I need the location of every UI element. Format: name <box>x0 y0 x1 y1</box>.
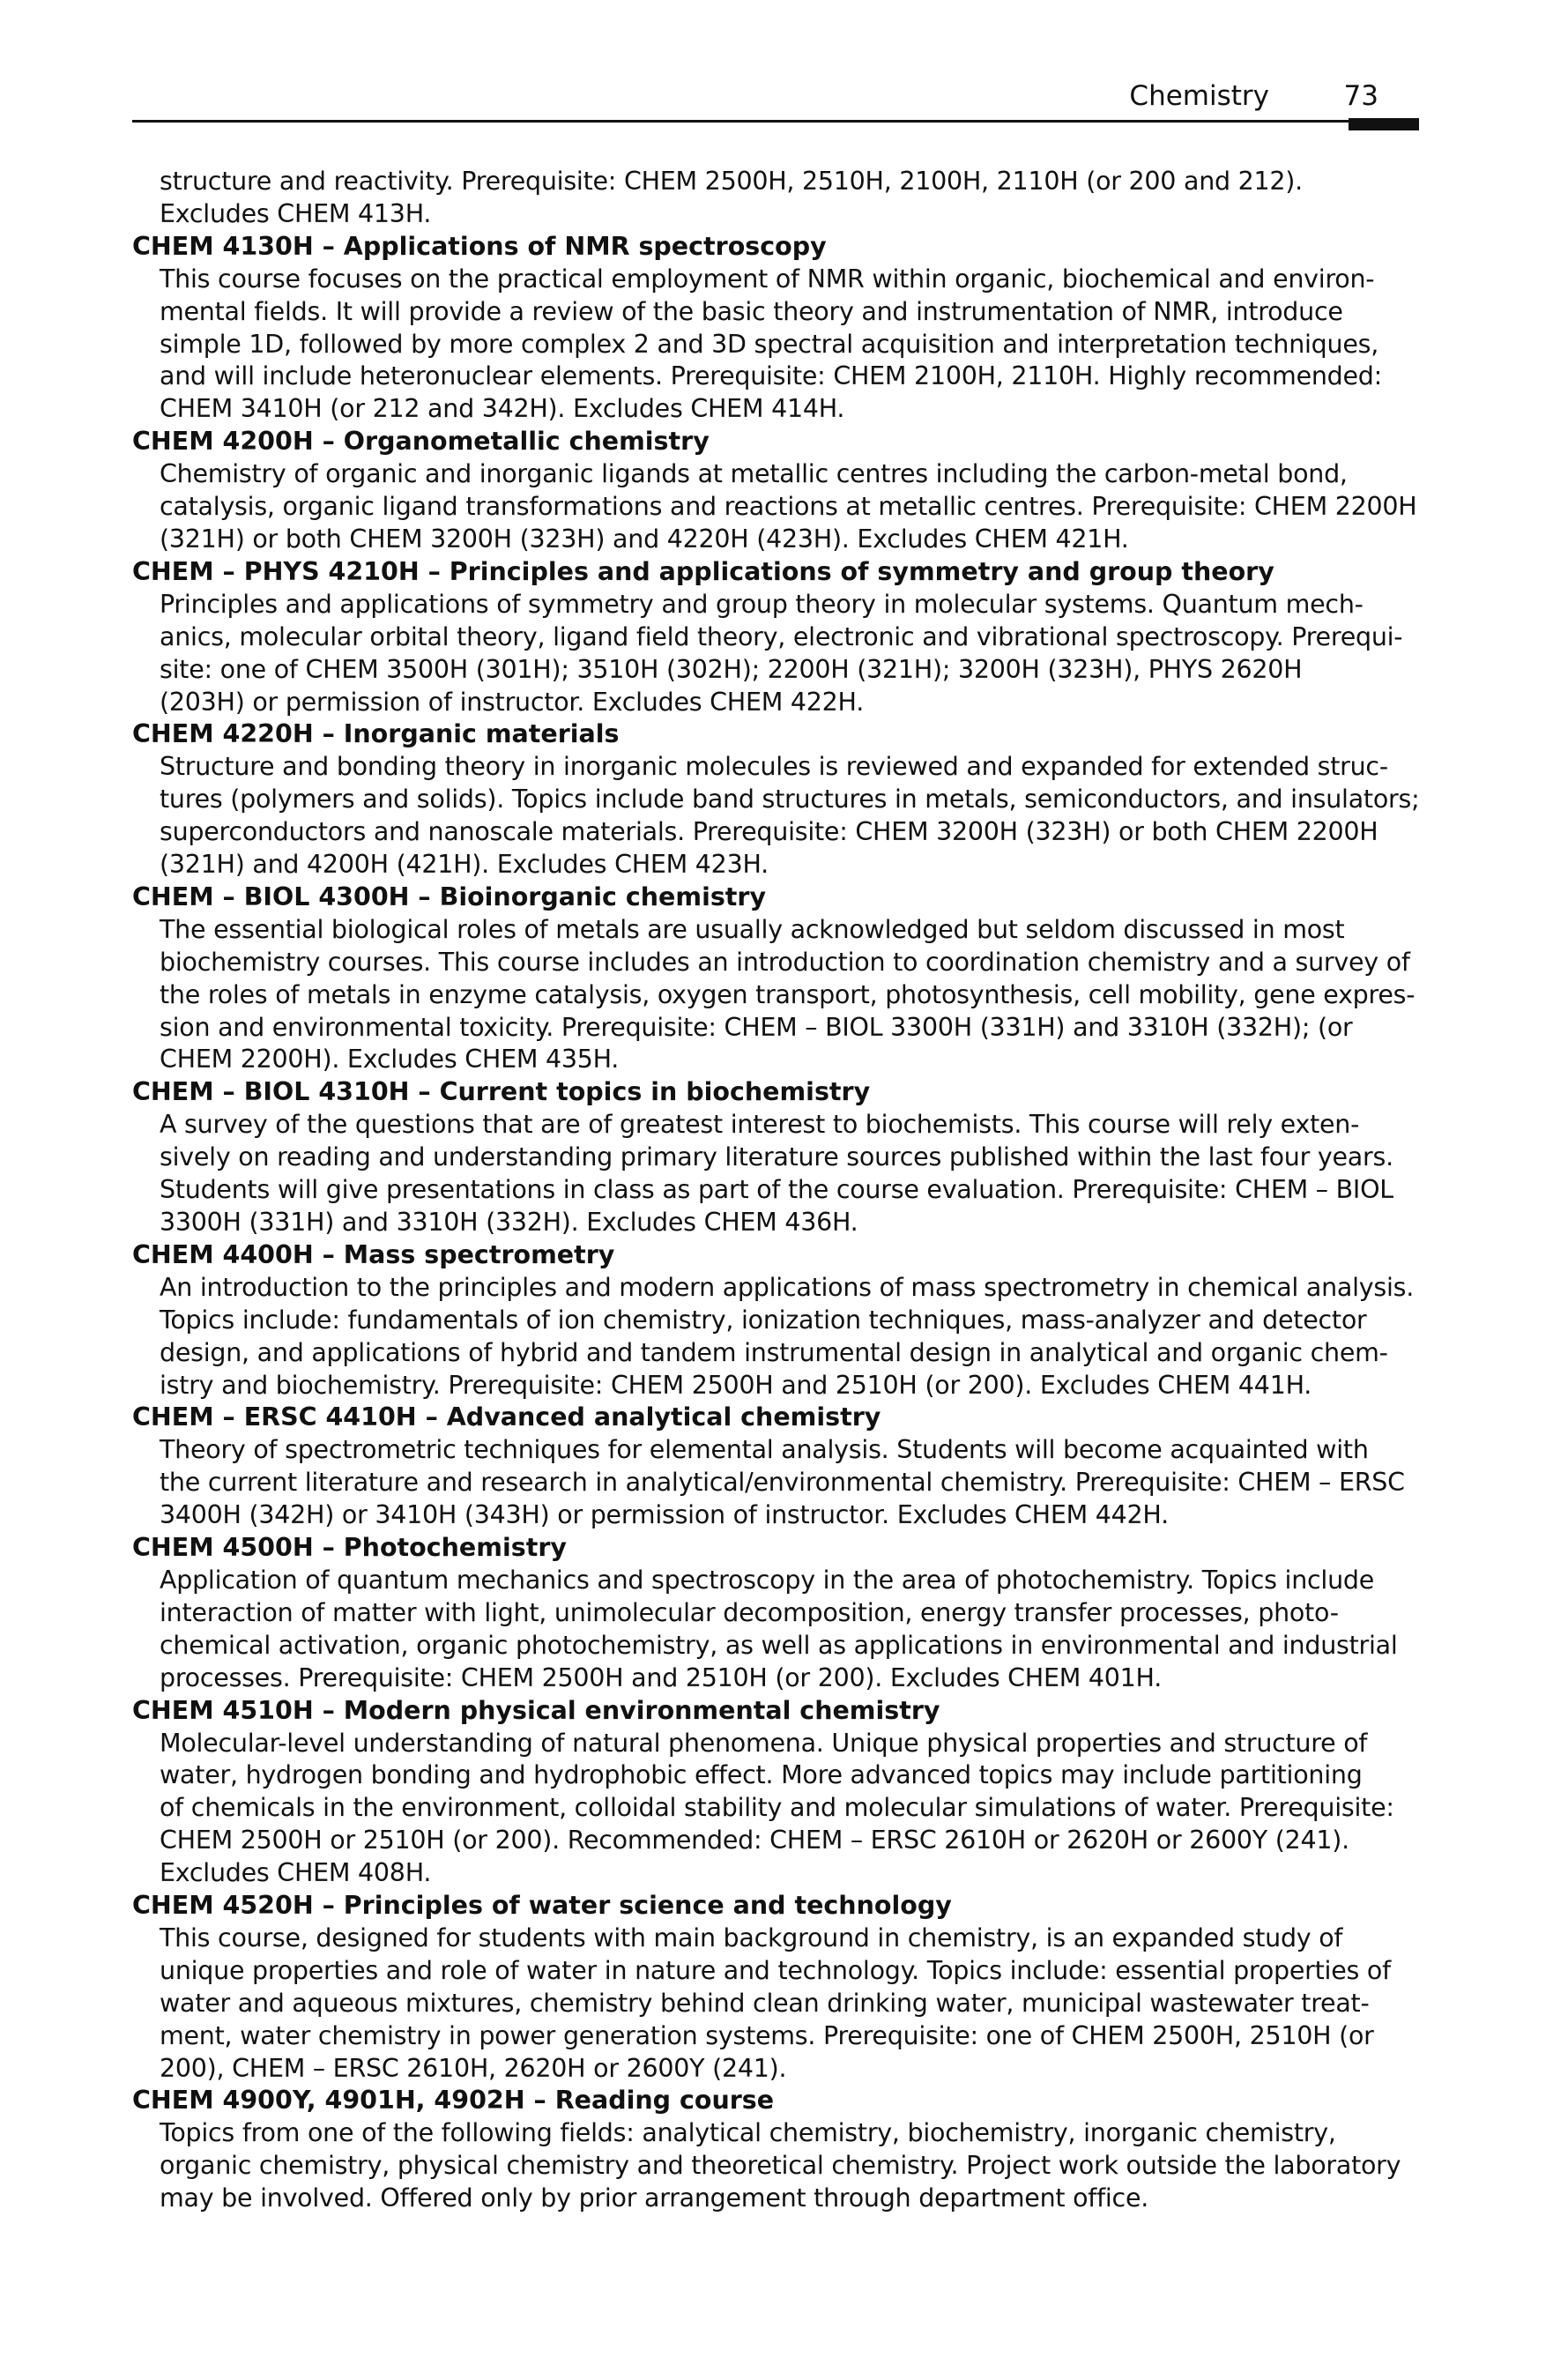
course-description <box>132 1565 1419 1695</box>
course-title: CHEM 4900Y, 4901H, 4902H – Reading course <box>132 2086 775 2116</box>
description-line: unique properties and role of water in nature and technology. Topics include: essential properties of <box>160 1955 1391 1985</box>
description-line: Topics include: fundamentals of ion chemistry, ionization techniques, mass-analyzer and detector <box>160 1305 1367 1335</box>
continuation-paragraph <box>132 166 1419 231</box>
description-line: and will include heteronuclear elements. Prerequisite: CHEM 2100H, 2110H. Highly recommended: <box>160 361 1382 391</box>
description-line: design, and applications of hybrid and tandem instrumental design in analytical and organic chem- <box>160 1337 1388 1367</box>
course-entry <box>132 1890 1419 2085</box>
description-line: Application of quantum mechanics and spectroscopy in the area of photochemistry. Topics include <box>160 1565 1375 1595</box>
description-line: (321H) or both CHEM 3200H (323H) and 4220H (423H). Excludes CHEM 421H. <box>160 524 1129 554</box>
description-line: water and aqueous mixtures, chemistry behind clean drinking water, municipal wastewater treat- <box>160 1988 1370 2018</box>
description-line: istry and biochemistry. Prerequisite: CHEM 2500H and 2510H (or 200). Excludes CHEM 441H. <box>160 1370 1312 1400</box>
description-line: structure and reactivity. Prerequisite: CHEM 2500H, 2510H, 2100H, 2110H (or 200 and 212). <box>160 167 1303 196</box>
description-line: site: one of CHEM 3500H (301H); 3510H (302H); 2200H (321H); 3200H (323H), PHYS 2620H <box>160 654 1303 684</box>
description-line: simple 1D, followed by more complex 2 and 3D spectral acquisition and interpretation techniques, <box>160 329 1379 359</box>
description-line: the current literature and research in analytical/environmental chemistry. Prerequisite: CHEM – ERSC <box>160 1468 1405 1498</box>
description-line: CHEM 2200H). Excludes CHEM 435H. <box>160 1045 620 1075</box>
section-title: Chemistry <box>1129 80 1269 112</box>
course-entry <box>132 1532 1419 1695</box>
course-entry <box>132 2085 1419 2215</box>
description-line: sion and environmental toxicity. Prerequisite: CHEM – BIOL 3300H (331H) and 3310H (332H); (or <box>160 1012 1353 1042</box>
description-line: ment, water chemistry in power generation systems. Prerequisite: one of CHEM 2500H, 2510H (or <box>160 2020 1374 2050</box>
course-entry <box>132 1402 1419 1532</box>
course-title: CHEM 4130H – Applications of NMR spectroscopy <box>132 231 827 261</box>
description-line: CHEM 2500H or 2510H (or 200). Recommended: CHEM – ERSC 2610H or 2620H or 2600Y (241). <box>160 1826 1349 1856</box>
course-description <box>132 458 1419 556</box>
description-line: A survey of the questions that are of greatest interest to biochemists. This course will rely exten- <box>160 1110 1360 1140</box>
description-line: tures (polymers and solids). Topics include band structures in metals, semiconductors, and insulators; <box>160 785 1420 814</box>
description-line: Excludes CHEM 413H. <box>160 198 432 228</box>
description-line: Excludes CHEM 408H. <box>160 1858 432 1888</box>
description-line: (203H) or permission of instructor. Excludes CHEM 422H. <box>160 687 865 717</box>
description-line: biochemistry courses. This course includes an introduction to coordination chemistry and a survey of <box>160 947 1410 977</box>
course-description <box>132 914 1419 1077</box>
course-title: CHEM – ERSC 4410H – Advanced analytical chemistry <box>132 1402 881 1432</box>
description-line: 3400H (342H) or 3410H (343H) or permission of instructor. Excludes CHEM 442H. <box>160 1500 1169 1530</box>
course-description <box>132 751 1419 881</box>
description-line: superconductors and nanoscale materials. Prerequisite: CHEM 3200H (323H) or both CHEM 2200H <box>160 817 1378 847</box>
course-title: CHEM – PHYS 4210H – Principles and applications of symmetry and group theory <box>132 556 1274 586</box>
description-line: Theory of spectrometric techniques for elemental analysis. Students will become acquainted with <box>160 1435 1369 1465</box>
course-entry <box>132 231 1419 426</box>
description-line: of chemicals in the environment, colloidal stability and molecular simulations of water. Prerequisite: <box>160 1793 1394 1823</box>
description-line: water, hydrogen bonding and hydrophobic effect. More advanced topics may include partitioning <box>160 1760 1363 1790</box>
course-title: CHEM 4400H – Mass spectrometry <box>132 1239 615 1269</box>
course-title: CHEM 4220H – Inorganic materials <box>132 719 620 749</box>
description-line: 200), CHEM – ERSC 2610H, 2620H or 2600Y (241). <box>160 2053 787 2083</box>
description-line: This course focuses on the practical employment of NMR within organic, biochemical and environ- <box>160 264 1375 294</box>
description-line: Topics from one of the following fields: analytical chemistry, biochemistry, inorganic chemistry, <box>160 2118 1336 2148</box>
description-line: Chemistry of organic and inorganic ligands at metallic centres including the carbon-metal bond, <box>160 459 1348 489</box>
description-line: anics, molecular orbital theory, ligand field theory, electronic and vibrational spectroscopy. Prerequi- <box>160 621 1403 651</box>
description-line: sively on reading and understanding primary literature sources published within the last four years. <box>160 1142 1393 1172</box>
description-line: The essential biological roles of metals are usually acknowledged but seldom discussed in most <box>160 914 1345 944</box>
course-title: CHEM – BIOL 4310H – Current topics in biochemistry <box>132 1077 871 1107</box>
course-title: CHEM 4510H – Modern physical environmental chemistry <box>132 1695 940 1725</box>
description-line: may be involved. Offered only by prior arrangement through department office. <box>160 2183 1149 2213</box>
course-entry <box>132 718 1419 881</box>
header-rule <box>132 120 1419 123</box>
course-description <box>132 1109 1419 1239</box>
description-line: 3300H (331H) and 3310H (332H). Excludes CHEM 436H. <box>160 1208 858 1237</box>
description-line: catalysis, organic ligand transformations and reactions at metallic centres. Prerequisite: CHEM 2200H <box>160 492 1417 522</box>
description-line: Structure and bonding theory in inorganic molecules is reviewed and expanded for extended struc- <box>160 752 1388 782</box>
course-entry <box>132 1695 1419 1890</box>
course-description <box>132 264 1419 427</box>
course-title: CHEM 4520H – Principles of water science and technology <box>132 1891 952 1921</box>
header-tab-marker <box>1349 118 1419 130</box>
course-description <box>132 1272 1419 1402</box>
description-line: processes. Prerequisite: CHEM 2500H and 2510H (or 200). Excludes CHEM 401H. <box>160 1662 1163 1692</box>
course-title: CHEM 4500H – Photochemistry <box>132 1533 567 1563</box>
page-number: 73 <box>1343 80 1378 112</box>
description-line: Students will give presentations in class as part of the course evaluation. Prerequisite: CHEM – BIOL <box>160 1175 1393 1205</box>
course-title: CHEM 4200H – Organometallic chemistry <box>132 427 710 457</box>
course-entry <box>132 881 1419 1076</box>
course-entry <box>132 556 1419 719</box>
description-line: Principles and applications of symmetry and group theory in molecular systems. Quantum mech- <box>160 589 1364 619</box>
course-entry <box>132 426 1419 556</box>
course-description <box>132 1923 1419 2086</box>
page-header <box>132 78 1419 132</box>
description-line: This course, designed for students with main background in chemistry, is an expanded study of <box>160 1923 1343 1952</box>
course-entry <box>132 1239 1419 1402</box>
description-line: organic chemistry, physical chemistry and theoretical chemistry. Project work outside the laboratory <box>160 2151 1401 2181</box>
description-line: CHEM 3410H (or 212 and 342H). Excludes CHEM 414H. <box>160 394 845 424</box>
description-line: chemical activation, organic photochemistry, as well as applications in environmental and industrial <box>160 1630 1398 1660</box>
course-description <box>132 1728 1419 1891</box>
course-listing <box>132 166 1419 2215</box>
description-line: Molecular-level understanding of natural phenomena. Unique physical properties and structure of <box>160 1728 1368 1758</box>
description-line: the roles of metals in enzyme catalysis, oxygen transport, photosynthesis, cell mobility, gene expres- <box>160 979 1416 1009</box>
course-description <box>132 2117 1419 2215</box>
course-title: CHEM – BIOL 4300H – Bioinorganic chemistry <box>132 881 767 911</box>
course-description <box>132 1434 1419 1532</box>
description-line: An introduction to the principles and modern applications of mass spectrometry in chemical analysis. <box>160 1272 1415 1302</box>
description-line: mental fields. It will provide a review of the basic theory and instrumentation of NMR, introduce <box>160 296 1343 326</box>
course-entry <box>132 1076 1419 1239</box>
description-line: (321H) and 4200H (421H). Excludes CHEM 423H. <box>160 850 769 880</box>
continuation-text <box>132 166 1419 231</box>
course-description <box>132 589 1419 719</box>
description-line: interaction of matter with light, unimolecular decomposition, energy transfer processes, photo- <box>160 1597 1339 1627</box>
